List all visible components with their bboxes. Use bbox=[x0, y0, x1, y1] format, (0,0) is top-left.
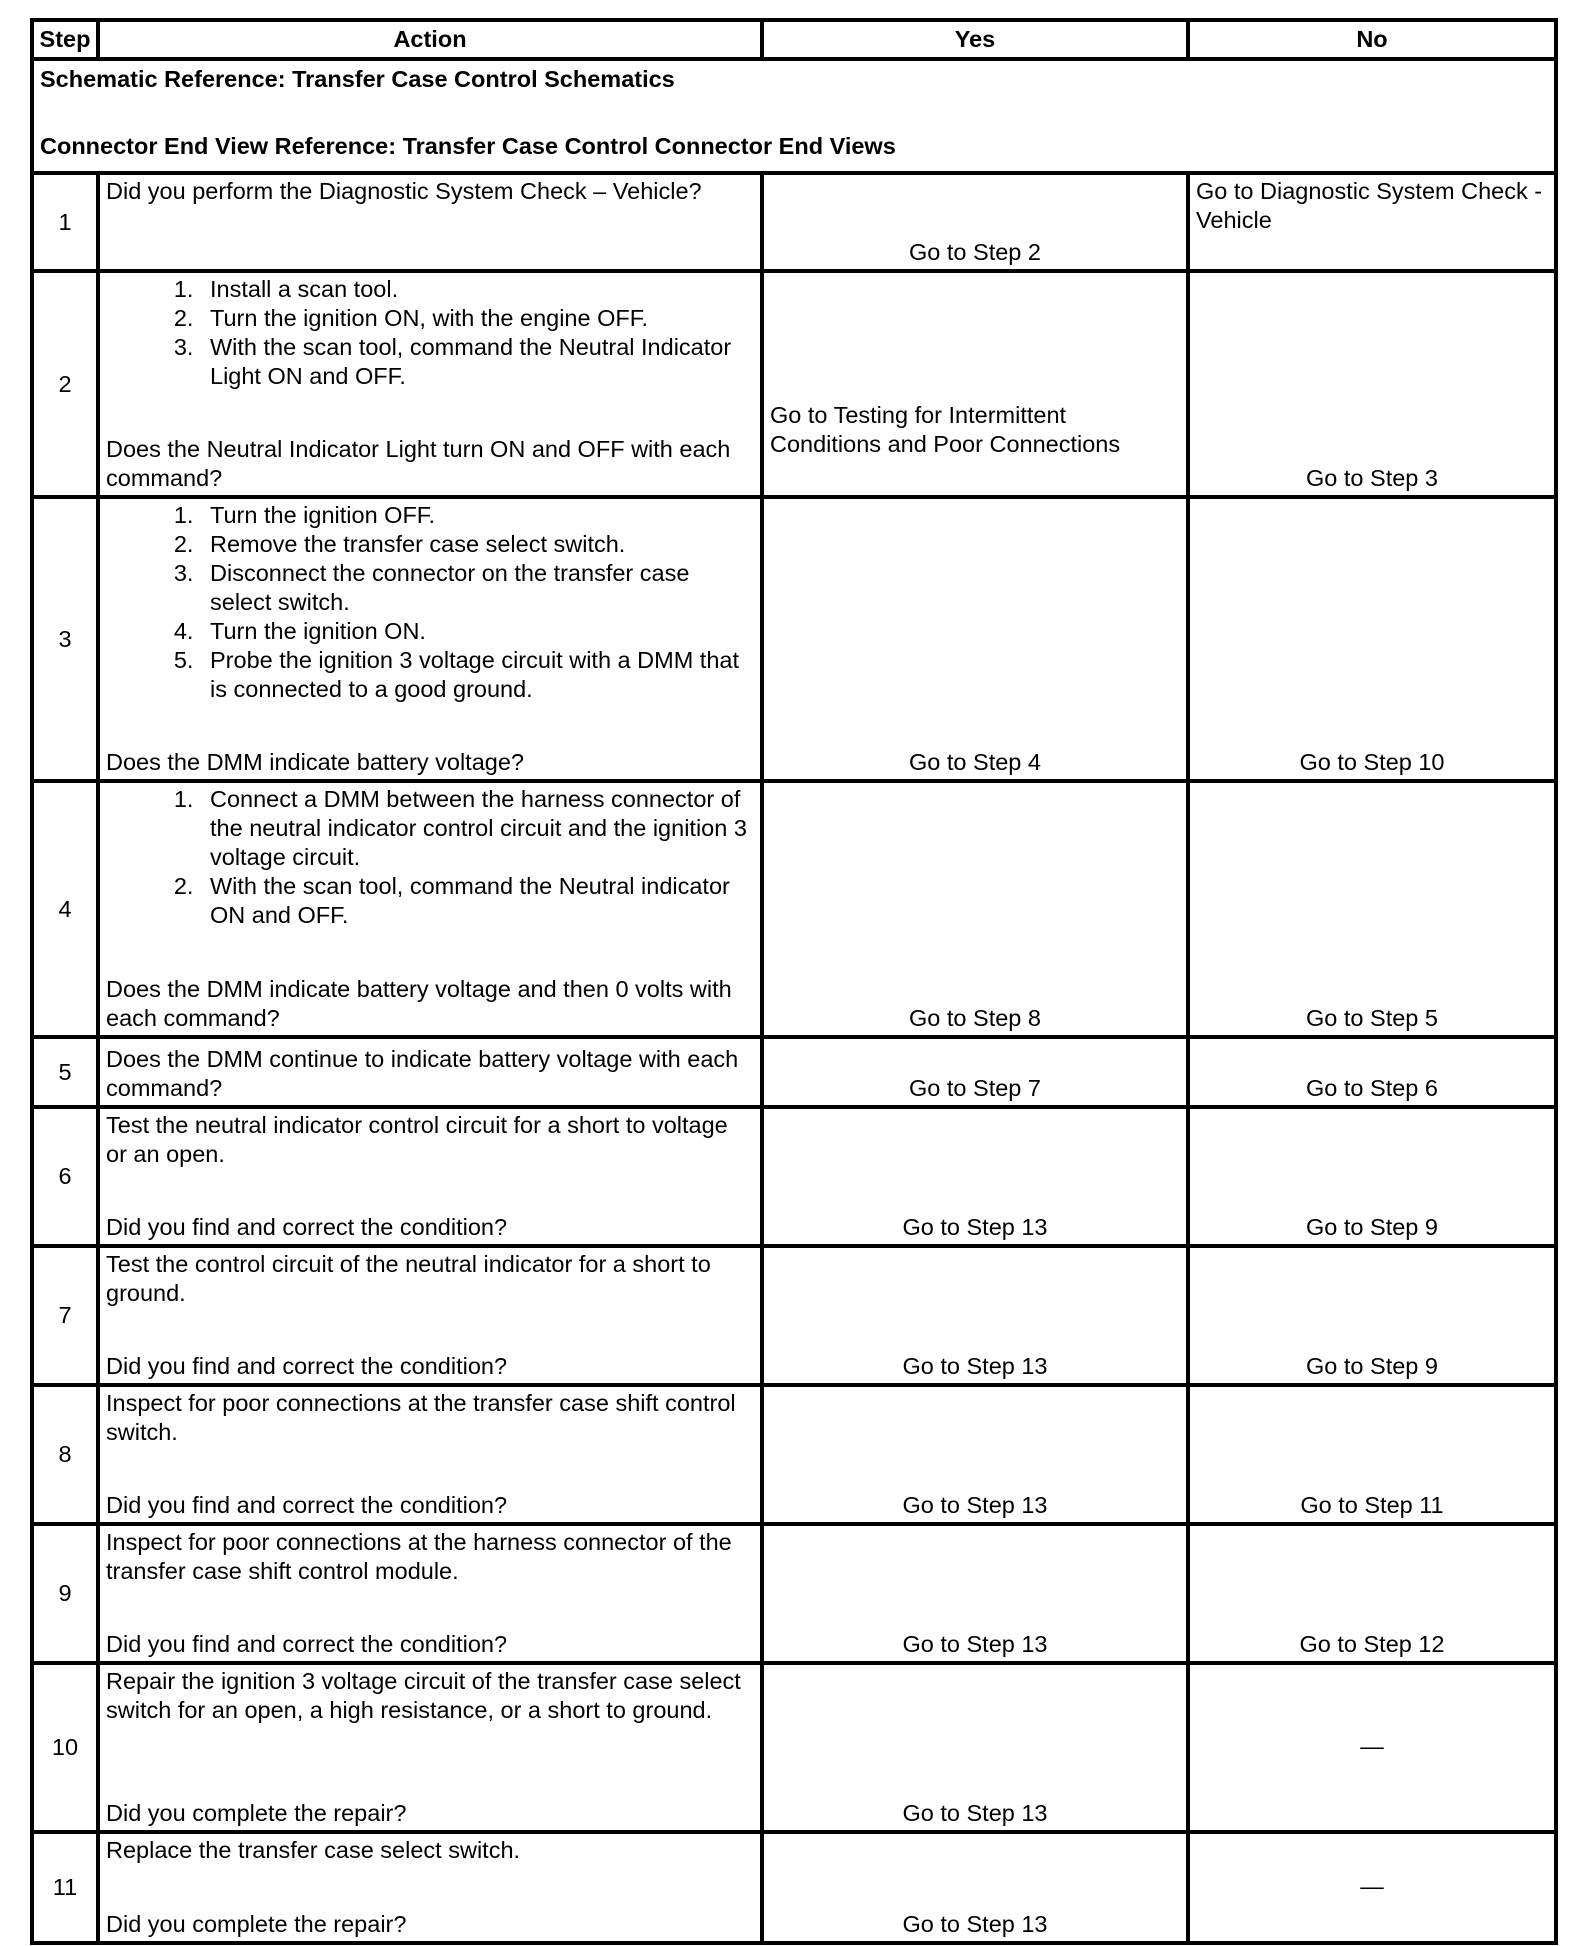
table-row bbox=[32, 781, 1556, 1037]
action-intro: Did you perform the Diagnostic System Check – Vehicle? bbox=[106, 178, 702, 204]
step-number: 4 bbox=[32, 781, 98, 1037]
action-intro: Inspect for poor connections at the harness connector of the transfer case shift control module. bbox=[106, 1529, 732, 1584]
header-step: Step bbox=[32, 20, 98, 59]
action-step-item: 1. Turn the ignition OFF. bbox=[200, 501, 754, 530]
yes-result: Go to Step 13 bbox=[762, 1246, 1188, 1385]
schematic-reference: Schematic Reference: Transfer Case Control Schematics bbox=[40, 66, 675, 92]
table-row bbox=[32, 1246, 1556, 1385]
action-step-item: 2. With the scan tool, command the Neutral indicator ON and OFF. bbox=[200, 872, 754, 930]
action-instructions bbox=[106, 1836, 754, 1865]
no-result: Go to Step 9 bbox=[1188, 1107, 1556, 1246]
header-no: No bbox=[1188, 20, 1556, 59]
step-number: 9 bbox=[32, 1524, 98, 1663]
action-cell bbox=[98, 497, 762, 781]
action-step-item: 1. Connect a DMM between the harness connector of the neutral indicator control circuit and the ignition 3 voltage circuit. bbox=[200, 785, 754, 872]
action-intro: Test the neutral indicator control circuit for a short to voltage or an open. bbox=[106, 1112, 728, 1167]
table-row bbox=[32, 497, 1556, 781]
action-intro: Inspect for poor connections at the transfer case shift control switch. bbox=[106, 1390, 736, 1445]
no-result: Go to Step 12 bbox=[1188, 1524, 1556, 1663]
action-step-list bbox=[106, 275, 754, 391]
step-number: 3 bbox=[32, 497, 98, 781]
action-cell bbox=[98, 1663, 762, 1832]
action-step-list bbox=[106, 501, 754, 704]
action-cell bbox=[98, 173, 762, 271]
action-cell bbox=[98, 1385, 762, 1524]
yes-result: Go to Step 7 bbox=[762, 1037, 1188, 1107]
action-instructions bbox=[106, 177, 754, 206]
yes-result: Go to Step 2 bbox=[762, 173, 1188, 271]
diagnostic-table bbox=[30, 18, 1558, 1945]
action-question: Does the DMM continue to indicate battery voltage with each command? bbox=[106, 1046, 739, 1101]
action-content bbox=[106, 1836, 754, 1939]
no-result: Go to Step 11 bbox=[1188, 1385, 1556, 1524]
step-number: 5 bbox=[32, 1037, 98, 1107]
action-instructions bbox=[106, 1667, 754, 1725]
table-row bbox=[32, 1107, 1556, 1246]
step-rows bbox=[32, 173, 1556, 1943]
action-step-item: 3. With the scan tool, command the Neutral Indicator Light ON and OFF. bbox=[200, 333, 754, 391]
action-question: Does the DMM indicate battery voltage? bbox=[106, 749, 524, 775]
yes-result: Go to Testing for Intermittent Conditions and Poor Connections bbox=[762, 271, 1188, 497]
action-question: Did you find and correct the condition? bbox=[106, 1353, 508, 1379]
action-content bbox=[106, 785, 754, 1033]
action-cell bbox=[98, 1246, 762, 1385]
action-step-item: 3. Disconnect the connector on the transfer case select switch. bbox=[200, 559, 754, 617]
no-result: Go to Diagnostic System Check - Vehicle bbox=[1188, 173, 1556, 271]
action-content bbox=[106, 177, 754, 267]
table-row bbox=[32, 1037, 1556, 1107]
yes-result: Go to Step 8 bbox=[762, 781, 1188, 1037]
action-cell bbox=[98, 1037, 762, 1107]
yes-result: Go to Step 13 bbox=[762, 1663, 1188, 1832]
diagnostic-table-sheet bbox=[30, 18, 1554, 1945]
step-number: 11 bbox=[32, 1832, 98, 1943]
action-content bbox=[106, 1528, 754, 1659]
no-result: Go to Step 5 bbox=[1188, 781, 1556, 1037]
table-row bbox=[32, 1832, 1556, 1943]
action-question: Does the DMM indicate battery voltage and then 0 volts with each command? bbox=[106, 976, 732, 1031]
yes-result: Go to Step 13 bbox=[762, 1524, 1188, 1663]
action-instructions bbox=[106, 1389, 754, 1447]
table-row bbox=[32, 1524, 1556, 1663]
step-number: 8 bbox=[32, 1385, 98, 1524]
no-result: — bbox=[1188, 1663, 1556, 1832]
action-content bbox=[106, 1250, 754, 1381]
header-row bbox=[32, 20, 1556, 59]
action-question: Did you find and correct the condition? bbox=[106, 1631, 508, 1657]
action-content bbox=[106, 1667, 754, 1828]
connector-reference: Connector End View Reference: Transfer Case Control Connector End Views bbox=[40, 133, 896, 159]
action-intro: Replace the transfer case select switch. bbox=[106, 1837, 521, 1863]
yes-result: Go to Step 4 bbox=[762, 497, 1188, 781]
step-number: 2 bbox=[32, 271, 98, 497]
no-result: — bbox=[1188, 1832, 1556, 1943]
action-question: Did you find and correct the condition? bbox=[106, 1214, 508, 1240]
no-result: Go to Step 9 bbox=[1188, 1246, 1556, 1385]
yes-result: Go to Step 13 bbox=[762, 1832, 1188, 1943]
action-question: Did you complete the repair? bbox=[106, 1911, 407, 1937]
header-action: Action bbox=[98, 20, 762, 59]
step-number: 1 bbox=[32, 173, 98, 271]
action-content bbox=[106, 275, 754, 493]
action-instructions bbox=[106, 501, 754, 704]
table-row bbox=[32, 1663, 1556, 1832]
action-step-item: 5. Probe the ignition 3 voltage circuit with a DMM that is connected to a good ground. bbox=[200, 646, 754, 704]
action-content bbox=[106, 1111, 754, 1242]
action-instructions bbox=[106, 1111, 754, 1169]
step-number: 10 bbox=[32, 1663, 98, 1832]
action-instructions bbox=[106, 1528, 754, 1586]
action-question: Did you complete the repair? bbox=[106, 1800, 407, 1826]
action-cell bbox=[98, 1524, 762, 1663]
step-number: 7 bbox=[32, 1246, 98, 1385]
action-step-list bbox=[106, 785, 754, 930]
table-row bbox=[32, 1385, 1556, 1524]
table-row bbox=[32, 173, 1556, 271]
action-step-item: 2. Turn the ignition ON, with the engine OFF. bbox=[200, 304, 754, 333]
action-question: Did you find and correct the condition? bbox=[106, 1492, 508, 1518]
no-result: Go to Step 10 bbox=[1188, 497, 1556, 781]
action-intro: Repair the ignition 3 voltage circuit of the transfer case select switch for an open, a high resistance, or a short to ground. bbox=[106, 1668, 741, 1723]
action-intro: Test the control circuit of the neutral indicator for a short to ground. bbox=[106, 1251, 711, 1306]
no-result: Go to Step 6 bbox=[1188, 1037, 1556, 1107]
table-row bbox=[32, 271, 1556, 497]
action-content bbox=[106, 501, 754, 777]
action-step-item: 4. Turn the ignition ON. bbox=[200, 617, 754, 646]
action-step-item: 2. Remove the transfer case select switch. bbox=[200, 530, 754, 559]
action-content bbox=[106, 1041, 754, 1103]
action-instructions bbox=[106, 785, 754, 930]
yes-result: Go to Step 13 bbox=[762, 1107, 1188, 1246]
action-cell bbox=[98, 1832, 762, 1943]
action-cell bbox=[98, 781, 762, 1037]
reference-cell bbox=[32, 59, 1556, 173]
action-content bbox=[106, 1389, 754, 1520]
reference-row bbox=[32, 59, 1556, 173]
header-yes: Yes bbox=[762, 20, 1188, 59]
yes-result: Go to Step 13 bbox=[762, 1385, 1188, 1524]
action-question: Does the Neutral Indicator Light turn ON and OFF with each command? bbox=[106, 436, 731, 491]
action-instructions bbox=[106, 275, 754, 391]
step-number: 6 bbox=[32, 1107, 98, 1246]
no-result: Go to Step 3 bbox=[1188, 271, 1556, 497]
action-cell bbox=[98, 1107, 762, 1246]
action-instructions bbox=[106, 1250, 754, 1308]
action-step-item: 1. Install a scan tool. bbox=[200, 275, 754, 304]
action-cell bbox=[98, 271, 762, 497]
